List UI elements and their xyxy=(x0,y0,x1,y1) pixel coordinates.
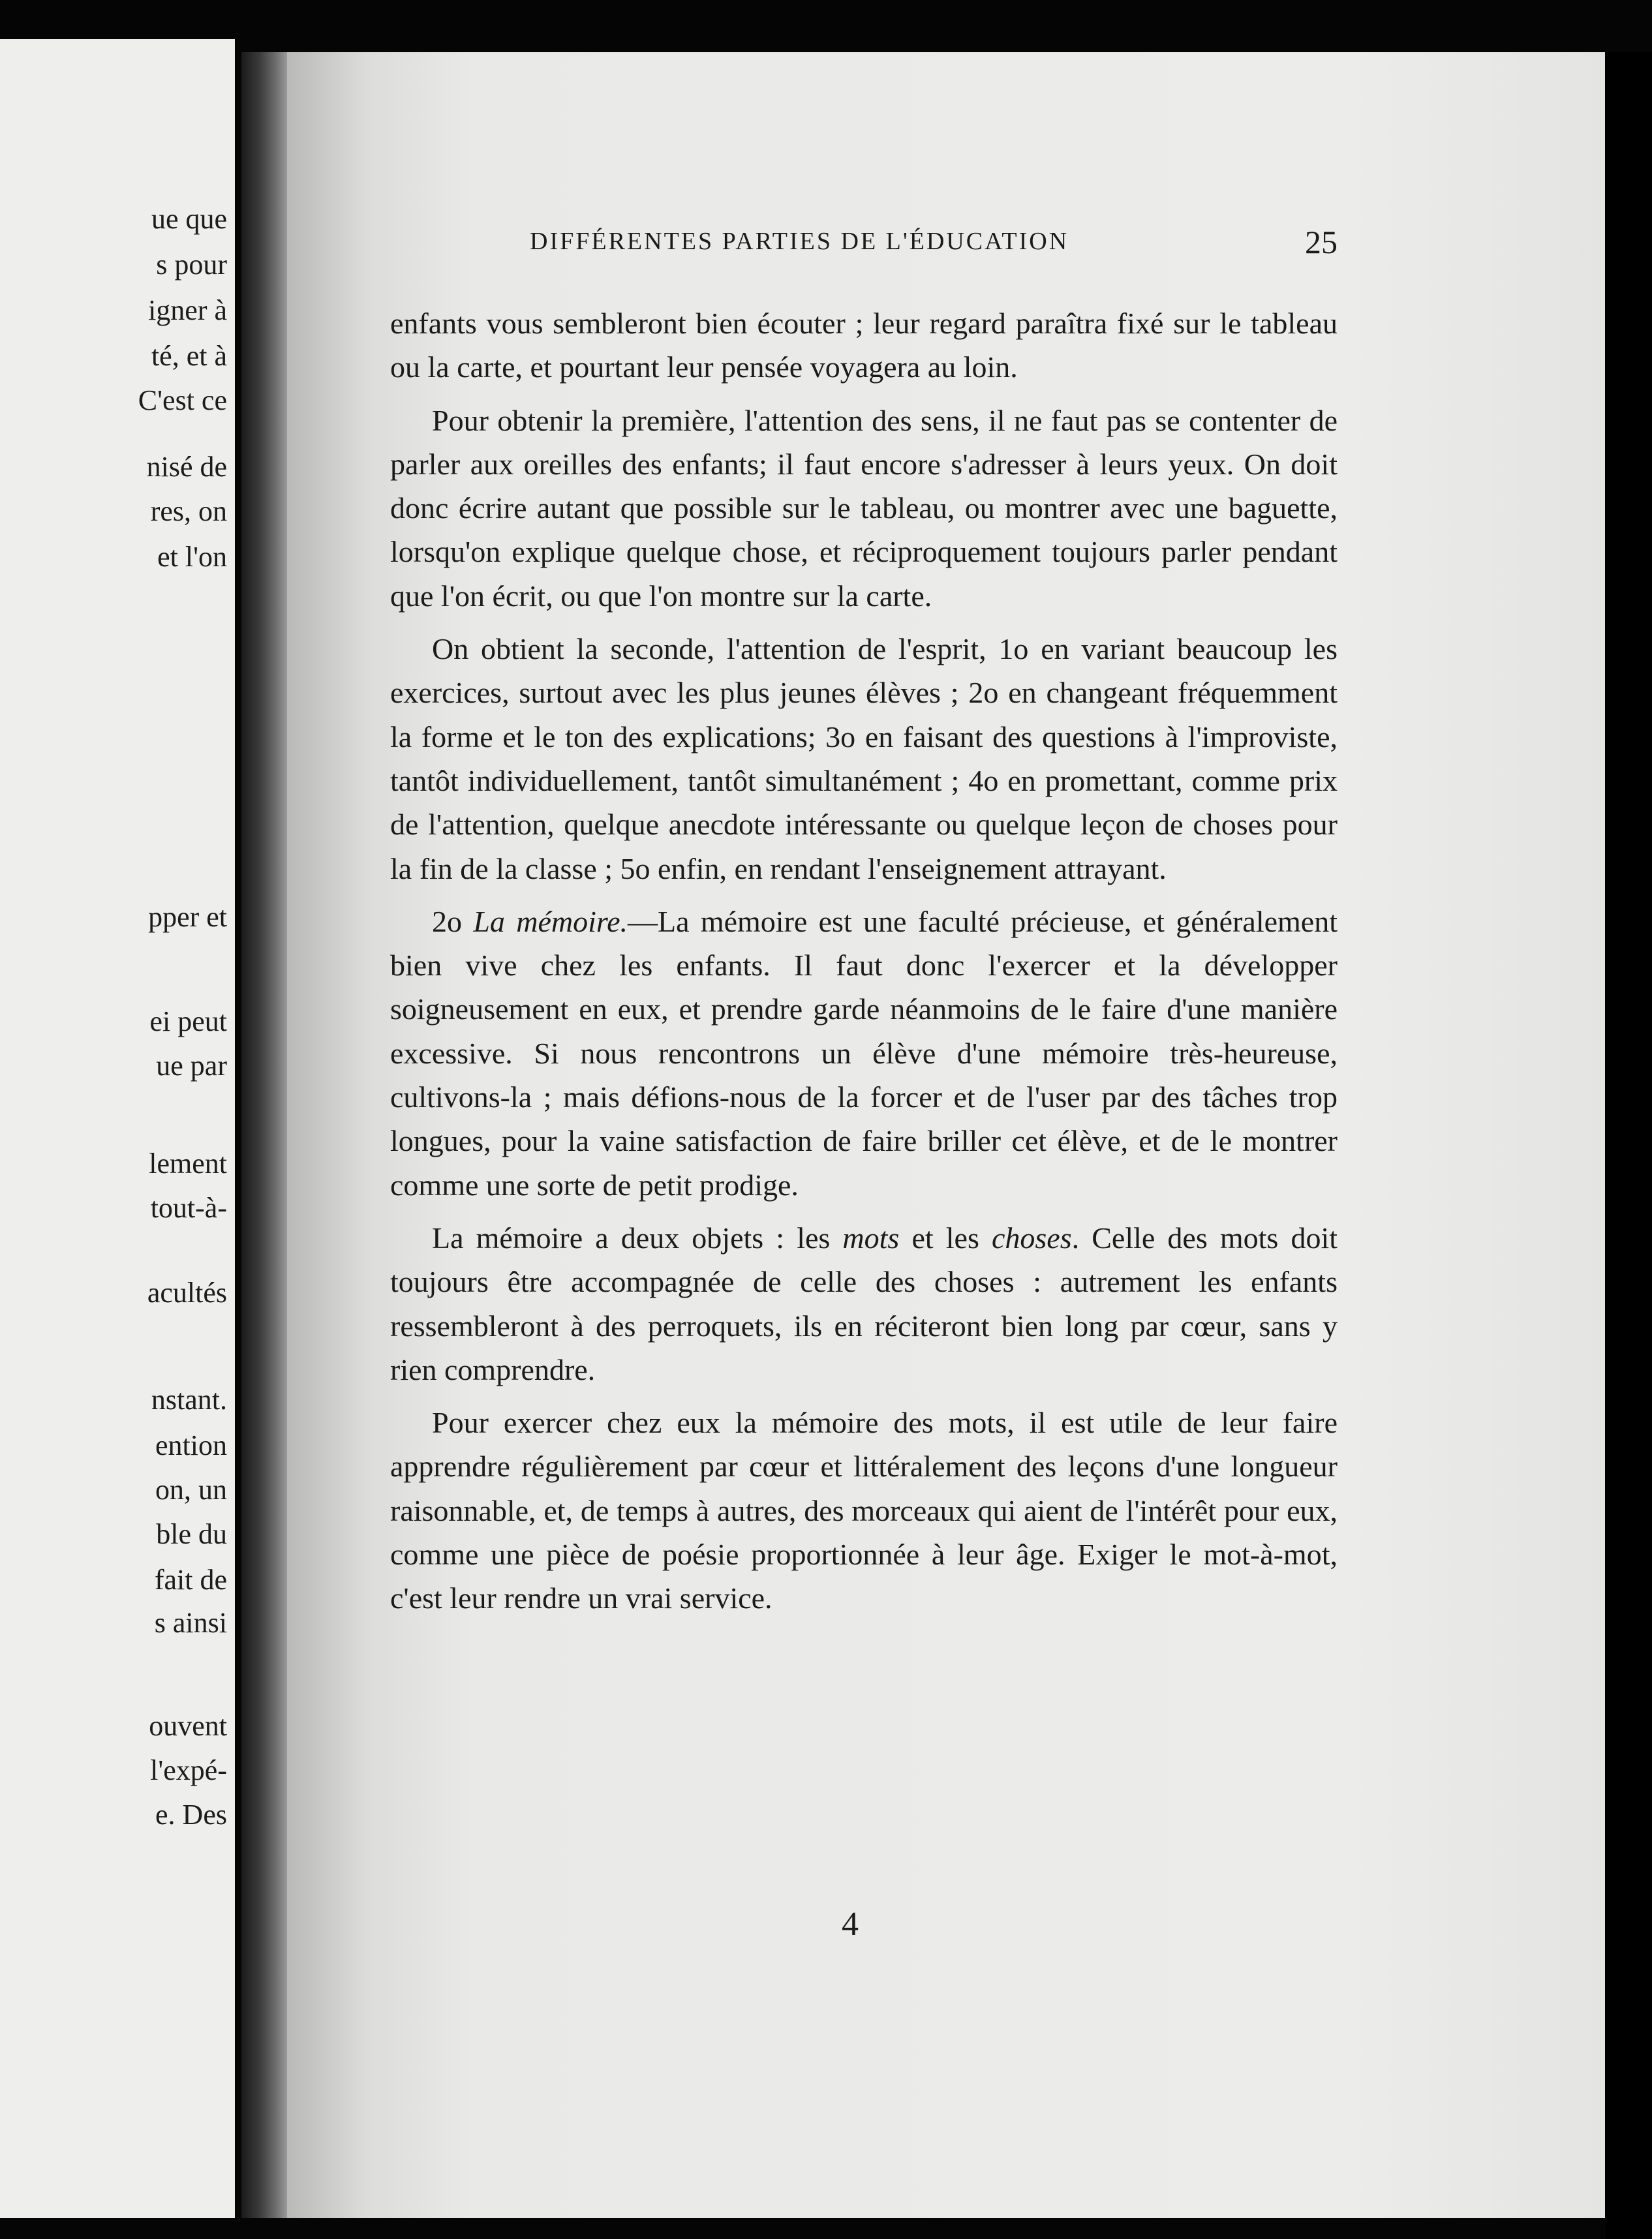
facing-page-fragment: ei peut xyxy=(149,1005,227,1037)
facing-page-fragment: l'expé- xyxy=(150,1754,227,1786)
facing-page-fragment: s ainsi xyxy=(154,1607,227,1639)
paragraph-continuation: enfants vous sembleront bien écouter ; leur regard paraîtra fixé sur le tableau ou la carte, et pourtant leur pensée voyagera au loin. xyxy=(390,307,1338,384)
facing-page-fragment: té, et à xyxy=(151,340,227,372)
facing-page-fragment: pper et xyxy=(148,901,227,933)
section-heading: La mémoire. xyxy=(473,904,628,938)
paragraph-attention-esprit: On obtient la seconde, l'attention de l'esprit, 1o en variant beaucoup les exercices, surtout avec les plus jeunes élèves ; 2o en changeant fréquemment la forme et le ton des explications; 3o en faisant des questions à l'improviste, tantôt individuellement, tantôt simultanément ; 4o en promettant, comme prix de l'attention, quelque anecdote intéressante ou quelque leçon de choses pour la fin de la classe ; 5o enfin, en rendant l'enseignement attrayant. xyxy=(390,632,1338,885)
facing-page-fragment: fait de xyxy=(154,1564,227,1596)
paragraph-memoire-des-mots: Pour exercer chez eux la mémoire des mots, il est utile de leur faire apprendre régulièrement par cœur et littéralement des leçons d'une longueur raisonnable, et, de temps à autres, des morceaux qui aient de l'intérêt pour eux, comme une pièce de poésie proportionnée à leur âge. Exiger le mot-à-mot, c'est leur rendre un vrai service. xyxy=(390,1406,1338,1615)
facing-page-fragment: et l'on xyxy=(157,541,227,573)
facing-page-fragment: res, on xyxy=(150,495,227,527)
term-mots: mots xyxy=(842,1221,900,1255)
list-number: 2o xyxy=(432,904,474,938)
facing-page-fragment: nisé de xyxy=(146,451,227,483)
facing-page-fragment: lement xyxy=(149,1148,227,1180)
objets-text-b: et les xyxy=(899,1221,992,1255)
paragraph-memoire xyxy=(390,900,1338,1207)
facing-page-fragment: ue que xyxy=(151,203,227,235)
memoire-text: —La mémoire est une faculté précieuse, et généralement bien vive chez les enfants. Il faut donc l'exercer et la développer soigneusement en eux, et prendre garde néanmoins de le faire d'une manière excessive. Si nous rencontrons un élève d'une mémoire très-heureuse, cultivons-la ; mais défions-nous de la forcer et de l'user par des tâches trop longues, pour la vaine satisfaction de faire briller cet élève, et de le montrer comme une sorte de petit prodige. xyxy=(390,904,1338,1202)
facing-page-left xyxy=(0,39,235,2218)
running-head: DIFFÉRENTES PARTIES DE L'ÉDUCATION xyxy=(530,228,1069,255)
facing-page-fragment: ue par xyxy=(156,1050,227,1082)
binding-gutter xyxy=(241,52,287,2218)
facing-page-fragment: acultés xyxy=(147,1277,227,1309)
paragraph-deux-objets xyxy=(390,1216,1338,1392)
facing-page-fragment: ention xyxy=(155,1429,227,1461)
facing-page-fragment: s pour xyxy=(156,249,227,281)
facing-page-fragment: tout-à- xyxy=(150,1192,227,1224)
facing-page-fragment: C'est ce xyxy=(138,384,227,416)
page-number: 25 xyxy=(1305,224,1338,260)
scan-right-edge xyxy=(1605,52,1652,2239)
facing-page-fragment: on, un xyxy=(155,1474,227,1506)
objets-text-a: La mémoire a deux objets : les xyxy=(432,1221,843,1255)
paragraph-attention-sens: Pour obtenir la première, l'attention des sens, il ne faut pas se contenter de parler aux oreilles des enfants; il faut encore s'adresser à leurs yeux. On doit donc écrire autant que possible sur le tableau, ou montrer avec une baguette, lorsqu'on explique quelque chose, et réciproquement toujours parler pendant que l'on écrit, ou que l'on montre sur la carte. xyxy=(390,403,1338,613)
facing-page-fragment: e. Des xyxy=(155,1799,227,1831)
facing-page-fragment: igner à xyxy=(148,294,227,326)
facing-page-fragment: nstant. xyxy=(151,1384,227,1416)
facing-page-fragment: ble du xyxy=(156,1518,227,1550)
body-text xyxy=(390,301,1338,1621)
signature-mark: 4 xyxy=(842,1906,859,1943)
term-choses: choses xyxy=(991,1221,1072,1255)
facing-page-fragment: ouvent xyxy=(149,1710,227,1742)
objets-text-c: . Celle des mots doit toujours être accompagnée de celle des choses : autrement les enfants ressembleront à des perroquets, ils en réciteront bien long par cœur, sans y rien comprendre. xyxy=(390,1221,1338,1386)
